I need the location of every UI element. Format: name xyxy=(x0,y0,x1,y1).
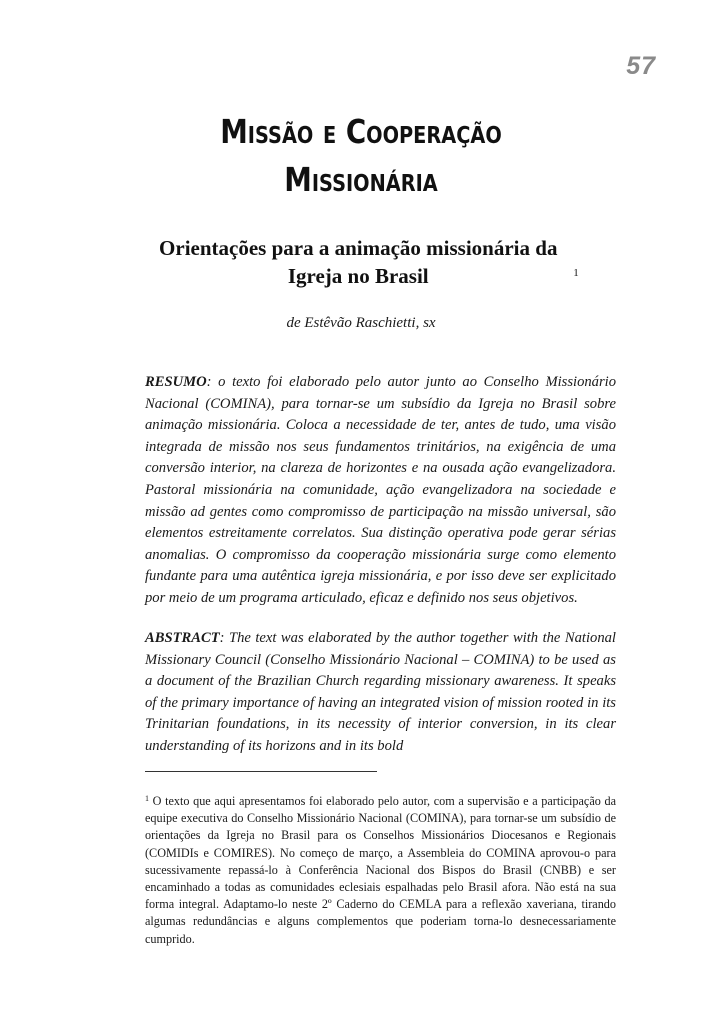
footnote-text: O texto que aqui apresentamos foi elaborado pelo autor, com a supervisão e a participação da equipe executiva do Conselho Missionário Nacional (COMINA), para tornar-se um subsídio de orientações da Igreja no Brasil para os Conselhos Missionários Diocesanos e Regionais (COMIDIs e COMIRES). No começo de março, a Assembleia do COMINA aprovou-o para sucessivamente repassá-lo à Conferência Nacional dos Bispos do Brasil (CNBB) e ser encaminhado a todas as comunidades eclesiais espalhadas pelo Brasil afora. Não está na sua forma integral. Adaptamo-lo neste 2º Caderno do CEMLA para a reflexão xaveriana, tirando algumas redundâncias e alguns complementos que poderiam torna-lo desnecessariamente cumprido. xyxy=(145,794,616,946)
resumo-keyword: RESUMO xyxy=(145,374,207,390)
abstract-text: : The text was elaborated by the author together with the National Missionary Council (Conselho Missionário Nacional – COMINA) to be used as a document of the Brazilian Church regarding missionary awareness. It speaks of the primary importance of having an integrated vision of mission rooted in its Trinitarian foundations, in its necessity of interior conversion, in its clear understanding of its horizons and in its bold xyxy=(145,630,616,754)
resumo-text: : o texto foi elaborado pelo autor junto ao Conselho Missionário Nacional (COMINA), para tornar-se um subsídio da Igreja no Brasil sobre animação missionária. Coloca a necessidade de ter, antes de tudo, uma visão integrada de missão nos seus fundamentos trinitários, na exigência de uma conversão interior, na clareza de horizontes e na ousada ação evangelizadora. Pastoral missionária na comunidade, ação evangelizadora na sociedade e missão ad gentes como compromisso de participação na missão universal, são elementos estreitamente correlatos. Sua distinção operativa pode gerar sérias anomalias. O compromisso da cooperação missionária surge como elemento fundante para uma autêntica igreja missionária, e por isso deve ser explicitado por meio de um programa articulado, eficaz e definido nos seus objetivos. xyxy=(145,374,616,606)
footnote-reference[interactable]: 1 xyxy=(573,267,579,279)
page-number: 57 xyxy=(626,52,656,80)
author-byline: de Estêvão Raschietti, sx xyxy=(286,315,436,331)
article-title xyxy=(58,108,664,204)
footnote-mark: 1 xyxy=(145,794,149,803)
abstract-paragraph xyxy=(145,628,616,758)
subtitle-text: Orientações para a animação missionária da Igreja no Brasil xyxy=(159,236,558,288)
resumo-paragraph xyxy=(145,372,616,610)
abstract-keyword: ABSTRACT xyxy=(145,630,220,646)
footnote xyxy=(145,790,616,948)
article-subtitle xyxy=(0,234,722,290)
footnote-divider xyxy=(145,771,377,772)
title-text: Missão e Cooperação Missionária xyxy=(220,112,502,199)
